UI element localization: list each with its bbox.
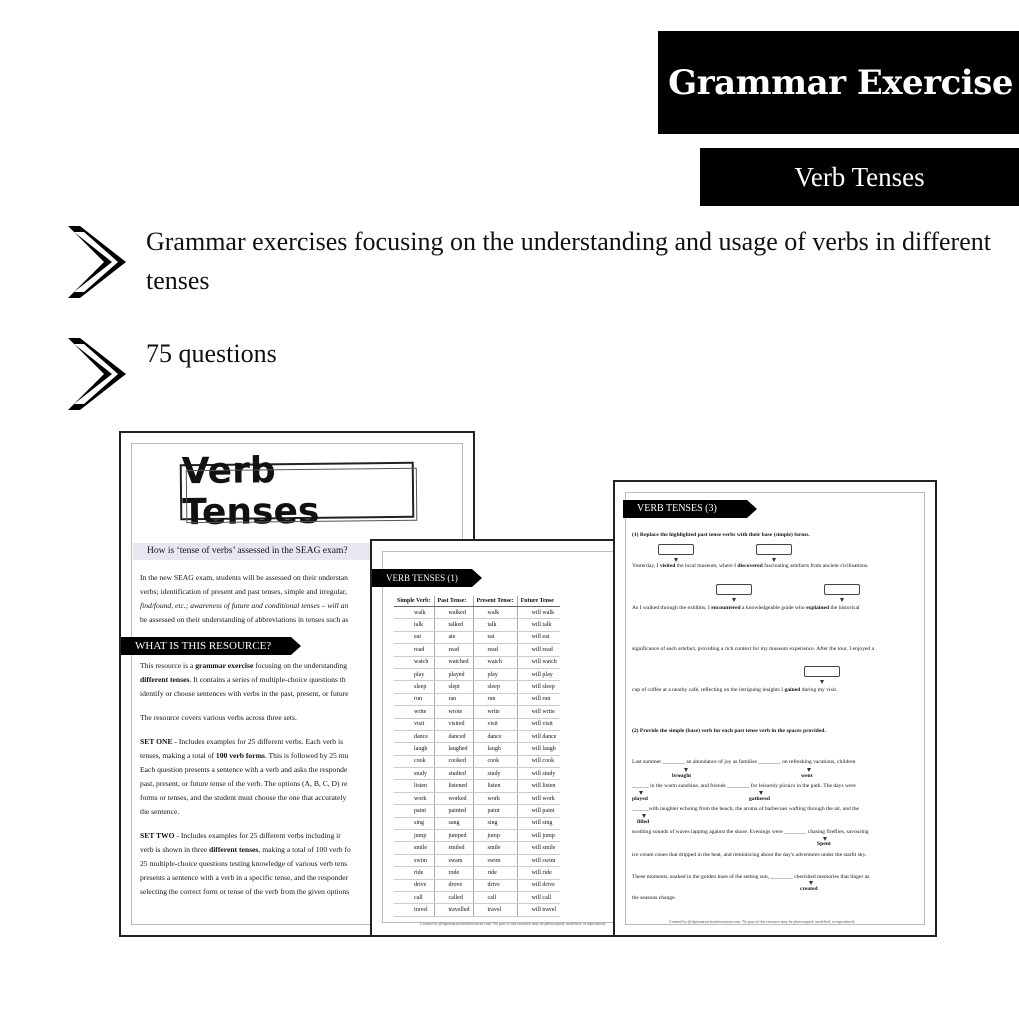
- hint-word: played: [632, 796, 648, 802]
- table-cell: will listen: [517, 780, 560, 792]
- table-cell: swam: [434, 854, 473, 866]
- table-cell: call: [394, 891, 434, 903]
- section-banner: WHAT IS THIS RESOURCE?: [121, 637, 291, 655]
- bullet-item: [66, 222, 1006, 300]
- sheet-footer: Created by @elprimaryschoolresources.com. No part of this resource may be photocopied, modified, or reproduced.: [420, 921, 607, 926]
- table-cell: call: [473, 891, 517, 903]
- table-cell: sleep: [473, 681, 517, 693]
- table-row: [394, 755, 560, 767]
- table-cell: painted: [434, 805, 473, 817]
- table-cell: will study: [517, 768, 560, 780]
- table-row: [394, 854, 560, 866]
- subtitle-banner: [700, 148, 1019, 206]
- set-one-line: SET ONE - Includes examples for 25 different verbs. Each verb is: [140, 737, 344, 746]
- set-one-line: past, present, or future tense of the verb. The options (A, B, C, D) re: [140, 779, 348, 788]
- table-row: [394, 768, 560, 780]
- table-cell: work: [473, 792, 517, 804]
- table-cell: paint: [394, 805, 434, 817]
- table-cell: will jump: [517, 830, 560, 842]
- table-header: Past Tense:: [434, 596, 473, 607]
- table-cell: read: [434, 644, 473, 656]
- passage-line: As I walked through the exhibits, I encountered a knowledgeable guide who explained the historical: [632, 605, 860, 611]
- table-cell: read: [473, 644, 517, 656]
- table-cell: work: [394, 792, 434, 804]
- passage-line: Last summer ________ an abundance of joy as families ________ on refreshing vacations, children: [632, 759, 856, 765]
- table-cell: listen: [473, 780, 517, 792]
- set-two-line: presents a sentence with a verb in a specific tense, and the responder: [140, 873, 349, 882]
- table-cell: visit: [473, 718, 517, 730]
- hint-word: gathered: [749, 796, 771, 802]
- table-cell: drive: [394, 879, 434, 891]
- set-two-line: SET TWO - Includes examples for 25 different verbs including ir: [140, 831, 341, 840]
- table-cell: will watch: [517, 656, 560, 668]
- table-cell: will talk: [517, 619, 560, 631]
- table-cell: watch: [394, 656, 434, 668]
- table-row: [394, 718, 560, 730]
- question-heading: (1) Replace the highlighted past tense verbs with their base (simple) forms.: [632, 532, 810, 538]
- table-cell: will visit: [517, 718, 560, 730]
- table-cell: run: [473, 693, 517, 705]
- table-cell: drive: [473, 879, 517, 891]
- table-cell: danced: [434, 730, 473, 742]
- table-cell: walk: [394, 607, 434, 619]
- passage-line: ______ in the warm sunshine, and friends ________ for leisurely picnics in the park. The days were: [632, 783, 856, 789]
- hint-word: Spent: [817, 841, 831, 847]
- table-row: [394, 879, 560, 891]
- arrow-down-icon: [820, 680, 824, 684]
- table-cell: will smile: [517, 842, 560, 854]
- passage-line: cup of coffee at a nearby café, reflecting on the intriguing insights I gained during my visit.: [632, 687, 838, 693]
- title-banner: [658, 31, 1019, 134]
- table-cell: travel: [473, 904, 517, 916]
- table-cell: listen: [394, 780, 434, 792]
- table-cell: played: [434, 668, 473, 680]
- table-cell: cook: [394, 755, 434, 767]
- table-cell: travelled: [434, 904, 473, 916]
- table-cell: worked: [434, 792, 473, 804]
- table-cell: ran: [434, 693, 473, 705]
- table-cell: wrote: [434, 706, 473, 718]
- table-cell: studied: [434, 768, 473, 780]
- table-cell: rode: [434, 867, 473, 879]
- table-cell: will sing: [517, 817, 560, 829]
- table-cell: will ride: [517, 867, 560, 879]
- table-cell: ate: [434, 631, 473, 643]
- arrow-down-icon: [732, 598, 736, 602]
- hint-word: brought: [672, 773, 692, 779]
- arrow-down-icon: [674, 558, 678, 562]
- table-row: [394, 619, 560, 631]
- table-cell: sang: [434, 817, 473, 829]
- table-cell: study: [473, 768, 517, 780]
- answer-box[interactable]: [658, 544, 694, 555]
- table-cell: will write: [517, 706, 560, 718]
- set-one-line: tenses, making a total of 100 verb forms. This is followed by 25 mu: [140, 751, 349, 760]
- page-border: [625, 492, 925, 925]
- table-cell: jumped: [434, 830, 473, 842]
- table-row: [394, 817, 560, 829]
- answer-box[interactable]: [716, 584, 752, 595]
- verb-table: [394, 596, 560, 917]
- passage-line: ______with laughter echoing from the beach, the aroma of barbecues wafting through the air, and the: [632, 806, 860, 812]
- passage-line: Yesterday, I visited the local museum, where I discovered fascinating artefacts from ancient civilisations.: [632, 563, 869, 569]
- table-cell: sing: [473, 817, 517, 829]
- table-cell: smiled: [434, 842, 473, 854]
- passage-line: significance of each artefact, providing a rich context for my museum experience. After the tour, I enjoyed a: [632, 646, 875, 652]
- table-cell: walked: [434, 607, 473, 619]
- table-cell: will eat: [517, 631, 560, 643]
- intro-line: be assessed on their understanding of abbreviations in tenses such as: [140, 615, 349, 624]
- table-row: [394, 867, 560, 879]
- resource-line: This resource is a grammar exercise focusing on the understanding: [140, 661, 348, 670]
- arrow-down-icon: [807, 768, 811, 772]
- hint-word: filled: [637, 819, 650, 825]
- table-cell: swim: [473, 854, 517, 866]
- set-one-line: forms or tenses, and the student must choose the one that accurately: [140, 793, 347, 802]
- table-cell: will run: [517, 693, 560, 705]
- table-cell: will swim: [517, 854, 560, 866]
- passage-line: soothing sounds of waves lapping against the shore. Evenings were ________ chasing fireflies, savouring: [632, 829, 869, 835]
- page-title: Grammar Exercise: [668, 62, 1013, 103]
- table-row: [394, 668, 560, 680]
- table-cell: laugh: [473, 743, 517, 755]
- sheet-footer: Created by @elprimaryschoolresources.com. No part of this resource may be photocopied, modified, or reproduced.: [669, 919, 856, 924]
- table-cell: visited: [434, 718, 473, 730]
- table-cell: write: [394, 706, 434, 718]
- table-cell: sing: [394, 817, 434, 829]
- sheet-heading: Verb Tenses: [180, 462, 415, 520]
- table-cell: travel: [394, 904, 434, 916]
- table-row: [394, 904, 560, 916]
- table-cell: paint: [473, 805, 517, 817]
- table-cell: will work: [517, 792, 560, 804]
- table-cell: will call: [517, 891, 560, 903]
- table-cell: ride: [473, 867, 517, 879]
- table-cell: will cook: [517, 755, 560, 767]
- table-cell: visit: [394, 718, 434, 730]
- table-cell: swim: [394, 854, 434, 866]
- table-cell: will play: [517, 668, 560, 680]
- covers-line: The resource covers various verbs across three sets.: [140, 713, 297, 722]
- set-one-line: the sentence.: [140, 807, 180, 816]
- question-heading: (2) Provide the simple (base) verb for each past tense verb in the spaces provided.: [632, 728, 826, 734]
- page-subtitle: Verb Tenses: [794, 161, 925, 192]
- hint-word: created: [800, 886, 818, 892]
- table-cell: study: [394, 768, 434, 780]
- resource-line: identify or choose sentences with verbs in the past, present, or future: [140, 689, 349, 698]
- preview-sheet-exercise: [613, 480, 937, 937]
- table-cell: slept: [434, 681, 473, 693]
- resource-line: different tenses. It contains a series of multiple-choice questions th: [140, 675, 346, 684]
- arrow-down-icon: [772, 558, 776, 562]
- table-cell: will sleep: [517, 681, 560, 693]
- table-row: [394, 706, 560, 718]
- passage-line: These moments, soaked in the golden hues of the setting sun, ________ cherished memories that linger as: [632, 874, 870, 880]
- table-cell: cook: [473, 755, 517, 767]
- table-row: [394, 830, 560, 842]
- table-cell: will drive: [517, 879, 560, 891]
- intro-line: verbs; identification of present and past tenses, simple and irregular,: [140, 587, 347, 596]
- answer-box[interactable]: [824, 584, 860, 595]
- table-header: Present Tense:: [473, 596, 517, 607]
- table-cell: play: [473, 668, 517, 680]
- arrow-down-icon: [759, 791, 763, 795]
- table-cell: smile: [473, 842, 517, 854]
- table-cell: watched: [434, 656, 473, 668]
- bullet-text: 75 questions: [146, 339, 277, 368]
- table-cell: ride: [394, 867, 434, 879]
- table-cell: eat: [394, 631, 434, 643]
- table-row: [394, 631, 560, 643]
- table-header: Simple Verb:: [394, 596, 434, 607]
- table-row: [394, 730, 560, 742]
- bullet-item: [66, 334, 1006, 412]
- set-two-line: verb is shown in three different tenses, making a total of 100 verb fo: [140, 845, 351, 854]
- answer-box[interactable]: [804, 666, 840, 677]
- set-one-line: Each question presents a sentence with a verb and asks the responde: [140, 765, 348, 774]
- table-cell: watch: [473, 656, 517, 668]
- preview-sheet-table: [370, 539, 620, 937]
- answer-box[interactable]: [756, 544, 792, 555]
- table-row: [394, 891, 560, 903]
- table-cell: listened: [434, 780, 473, 792]
- table-cell: will dance: [517, 730, 560, 742]
- table-cell: run: [394, 693, 434, 705]
- table-cell: called: [434, 891, 473, 903]
- table-row: [394, 805, 560, 817]
- passage-line: the seasons change.: [632, 895, 676, 901]
- table-cell: sleep: [394, 681, 434, 693]
- hint-word: went: [801, 773, 813, 779]
- arrow-down-icon: [809, 881, 813, 885]
- table-cell: will walk: [517, 607, 560, 619]
- table-cell: talked: [434, 619, 473, 631]
- table-row: [394, 681, 560, 693]
- chevron-right-icon: [66, 334, 130, 412]
- table-cell: walk: [473, 607, 517, 619]
- table-row: [394, 693, 560, 705]
- table-cell: will travel: [517, 904, 560, 916]
- table-cell: cooked: [434, 755, 473, 767]
- set-two-line: selecting the correct form or tense of the verb from the given options: [140, 887, 350, 896]
- table-row: [394, 607, 560, 619]
- table-row: [394, 743, 560, 755]
- bullet-text: Grammar exercises focusing on the understanding and usage of verbs in different tenses: [146, 227, 991, 295]
- table-cell: drove: [434, 879, 473, 891]
- table-cell: play: [394, 668, 434, 680]
- table-row: [394, 780, 560, 792]
- table-cell: read: [394, 644, 434, 656]
- question-bar: How is ‘tense of verbs’ assessed in the SEAG exam?: [133, 543, 473, 560]
- arrow-down-icon: [642, 814, 646, 818]
- table-cell: laughed: [434, 743, 473, 755]
- table-cell: dance: [394, 730, 434, 742]
- table-cell: smile: [394, 842, 434, 854]
- table-row: [394, 792, 560, 804]
- table-cell: laugh: [394, 743, 434, 755]
- table-cell: will read: [517, 644, 560, 656]
- table-cell: jump: [394, 830, 434, 842]
- table-cell: dance: [473, 730, 517, 742]
- chevron-right-icon: [66, 222, 130, 300]
- table-row: [394, 656, 560, 668]
- arrow-down-icon: [684, 768, 688, 772]
- table-cell: talk: [394, 619, 434, 631]
- section-banner: VERB TENSES (1): [372, 569, 472, 587]
- table-cell: eat: [473, 631, 517, 643]
- passage-line: ice cream cones that dripped in the heat, and reminiscing about the day's adventures under the starlit sky.: [632, 852, 867, 858]
- intro-line: In the new SEAG exam, students will be assessed on their understan: [140, 573, 348, 582]
- intro-line: find/found, etc.; awareness of future and conditional tenses – will an: [140, 601, 349, 610]
- table-cell: write: [473, 706, 517, 718]
- table-row: [394, 842, 560, 854]
- arrow-down-icon: [639, 791, 643, 795]
- table-header: Future Tense: [517, 596, 560, 607]
- table-cell: jump: [473, 830, 517, 842]
- table-cell: will laugh: [517, 743, 560, 755]
- section-banner: VERB TENSES (3): [623, 500, 747, 518]
- set-two-line: 25 multiple-choice questions testing knowledge of various verb tens: [140, 859, 348, 868]
- table-cell: talk: [473, 619, 517, 631]
- arrow-down-icon: [840, 598, 844, 602]
- table-cell: will paint: [517, 805, 560, 817]
- table-row: [394, 644, 560, 656]
